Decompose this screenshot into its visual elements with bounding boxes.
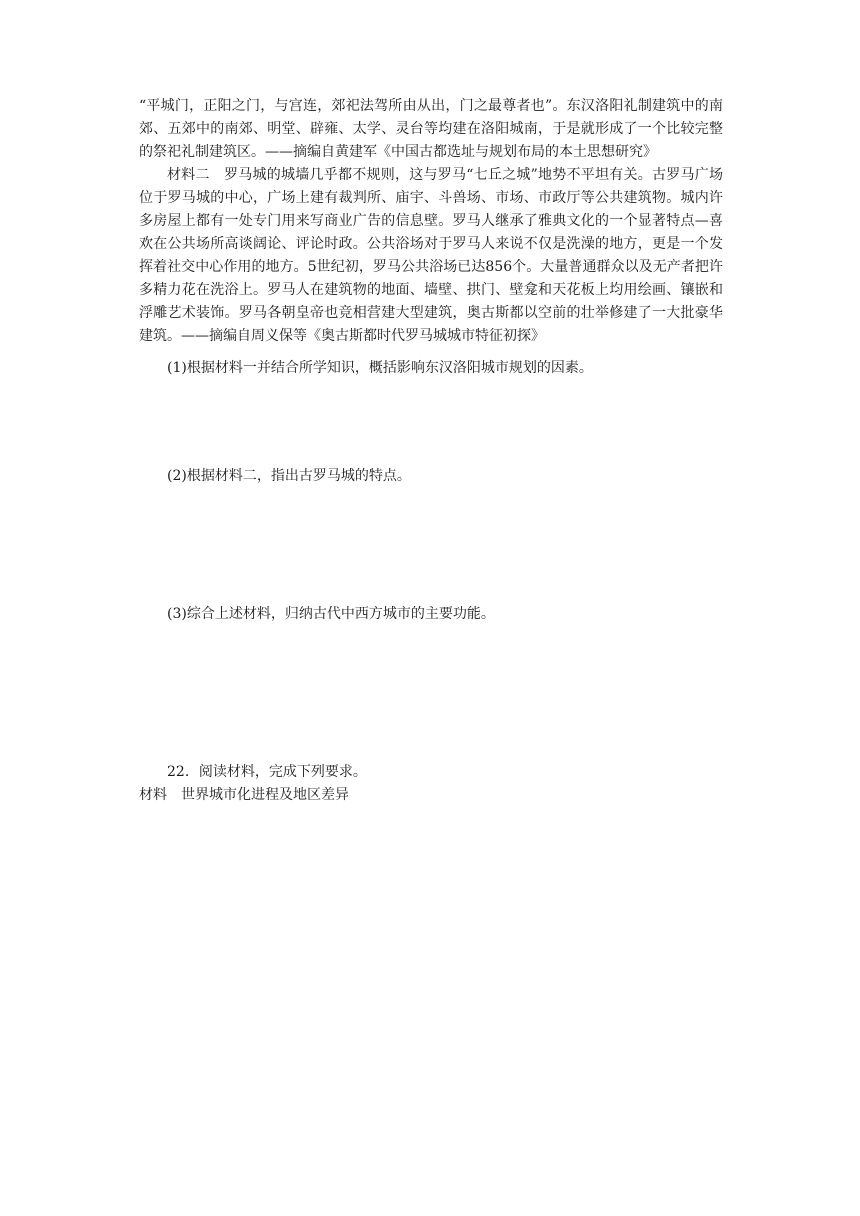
question-2: (2)根据材料二，指出古罗马城的特点。 (167, 468, 411, 484)
material-two-text: 材料二 罗马城的城墙几乎都不规则，这与罗马“七丘之城”地势不平坦有关。古罗马广场位于罗马城的中心，广场上建有裁判所、庙宇、斗兽场、市场、市政厅等公共建筑物。城内许多房屋上都有一处专门用来写商业广告的信息壁。罗马人继承了雅典文化的一个显著特点—喜欢在公共场所高谈阔论、评论时政。公共浴场对于罗马人来说不仅是洗澡的地方，更是一个发挥着社交中心作用的地方。5世纪初，罗马公共浴场已达856个。大量普通群众以及无产者把许多精力花在洗浴上。罗马人在建筑物的地面、墙壁、拱门、壁龛和天花板上均用绘画、镶嵌和浮雕艺术装饰。罗马各朝皇帝也竞相营建大型建筑，奥古斯都以空前的壮举修建了一大批豪华建筑。——摘编自周义保等《奥古斯都时代罗马城城市特征初探》 (139, 167, 723, 344)
question-22-stem: 22．阅读材料，完成下列要求。 (167, 764, 367, 780)
material-one-text: “平城门，正阳之门，与宫连，郊祀法驾所由从出，门之最尊者也”。东汉洛阳礼制建筑中的南郊、五郊中的南郊、明堂、辟雍、太学、灵台等均建在洛阳城南，于是就形成了一个比较完整的祭祀礼制建筑区。——摘编自黄建军《中国古都选址与规划布局的本土思想研究》 (139, 98, 723, 160)
material-one-block (139, 95, 723, 348)
question-22-material-title: 材料 世界城市化进程及地区差异 (139, 787, 349, 803)
question-3: (3)综合上述材料，归纳古代中西方城市的主要功能。 (167, 606, 495, 622)
question-1: (1)根据材料一并结合所学知识，概括影响东汉洛阳城市规划的因素。 (167, 360, 593, 376)
